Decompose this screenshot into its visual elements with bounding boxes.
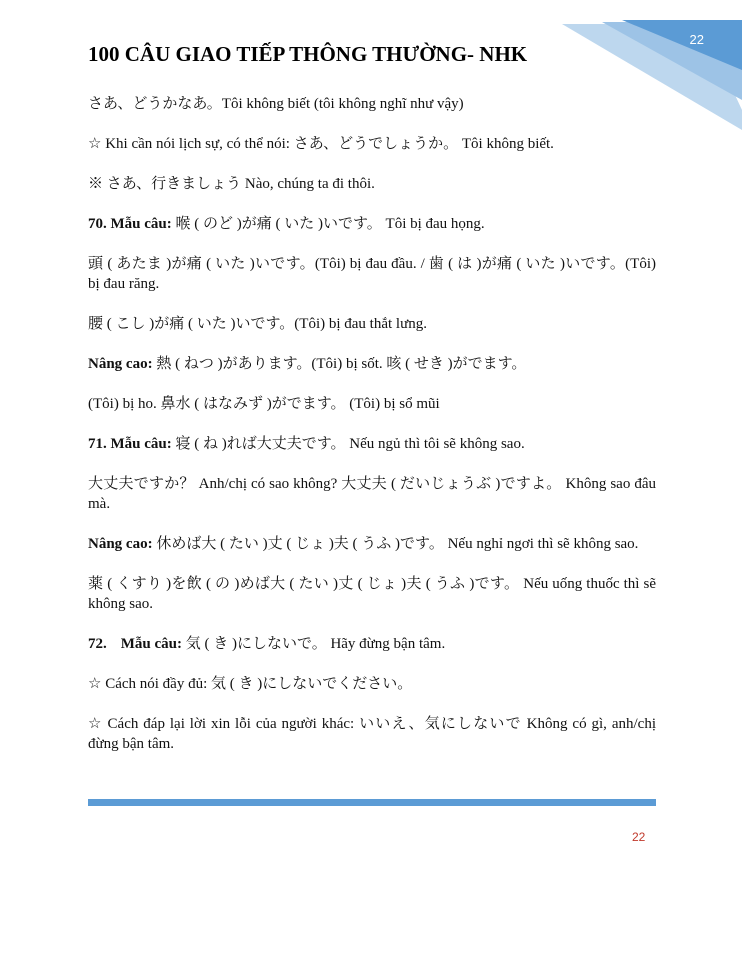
paragraph: 薬 ( くすり )を飲 ( の )めば大 ( たい )丈 ( じょ )夫 ( うふ )です。 Nếu uống thuốc thì sẽ không sao. — [88, 576, 656, 612]
advanced-text: 休めば大 ( たい )丈 ( じょ )夫 ( うふ )です。 Nếu nghỉ ngơi thì sẽ không sao. — [152, 536, 639, 552]
pattern-label: 70. Mẫu câu: — [88, 216, 172, 232]
pattern-72 — [88, 634, 656, 654]
paragraph: ☆ Cách đáp lại lời xin lỗi của người khác: いいえ、気にしないで Không có gì, anh/chị đừng bận tâm. — [88, 716, 656, 752]
advanced-71 — [88, 534, 656, 554]
pattern-label: Mẫu câu: — [120, 636, 182, 652]
advanced-text: 熱 ( ねつ )があります。(Tôi) bị sốt. 咳 ( せき )がでます。 — [152, 356, 527, 372]
document-title: 100 CÂU GIAO TIẾP THÔNG THƯỜNG- NHK — [88, 42, 528, 66]
footer-page-number: 22 — [632, 830, 646, 844]
paragraph: 大丈夫ですか？ Anh/chị có sao không? 大丈夫 ( だいじょうぶ )ですよ。 Không sao đâu mà. — [88, 476, 656, 512]
pattern-text: 気 ( き )にしないで。 Hãy đừng bận tâm. — [182, 636, 446, 652]
advanced-70 — [88, 354, 656, 374]
pattern-text: 寝 ( ね )れば大丈夫です。 Nếu ngủ thì tôi sẽ không sao. — [171, 436, 525, 452]
pattern-label: 71. Mẫu câu: — [88, 436, 172, 452]
paragraph: 頭 ( あたま )が痛 ( いた )いです。(Tôi) bị đau đầu. / 歯 ( は )が痛 ( いた )いです。(Tôi) bị đau răng. — [88, 256, 656, 292]
page-content — [88, 94, 656, 774]
pattern-text: 喉 ( のど )が痛 ( いた )いです。 Tôi bị đau họng. — [171, 216, 485, 232]
paragraph: ☆ Cách nói đầy đủ: 気 ( き )にしないでください。 — [88, 676, 413, 692]
pattern-70 — [88, 214, 656, 234]
paragraph: ※ さあ、行きましょう Nào, chúng ta đi thôi. — [88, 176, 375, 192]
paragraph: さあ、どうかなあ。Tôi không biết (tôi không nghĩ như vậy) — [88, 96, 464, 112]
advanced-label: Nâng cao: — [88, 356, 153, 372]
advanced-label: Nâng cao: — [88, 536, 153, 552]
pattern-71 — [88, 434, 656, 454]
paragraph: 腰 ( こし )が痛 ( いた )いです。(Tôi) bị đau thắt lưng. — [88, 316, 427, 332]
paragraph: (Tôi) bị ho. 鼻水 ( はなみず )がでます。 (Tôi) bị sổ mũi — [88, 396, 440, 412]
paragraph: ☆ Khi cần nói lịch sự, có thể nói: さあ、どうでしょうか。 Tôi không biết. — [88, 136, 554, 152]
corner-page-number: 22 — [689, 32, 704, 47]
footer-divider — [88, 799, 656, 806]
pattern-number: 72. — [88, 636, 107, 652]
